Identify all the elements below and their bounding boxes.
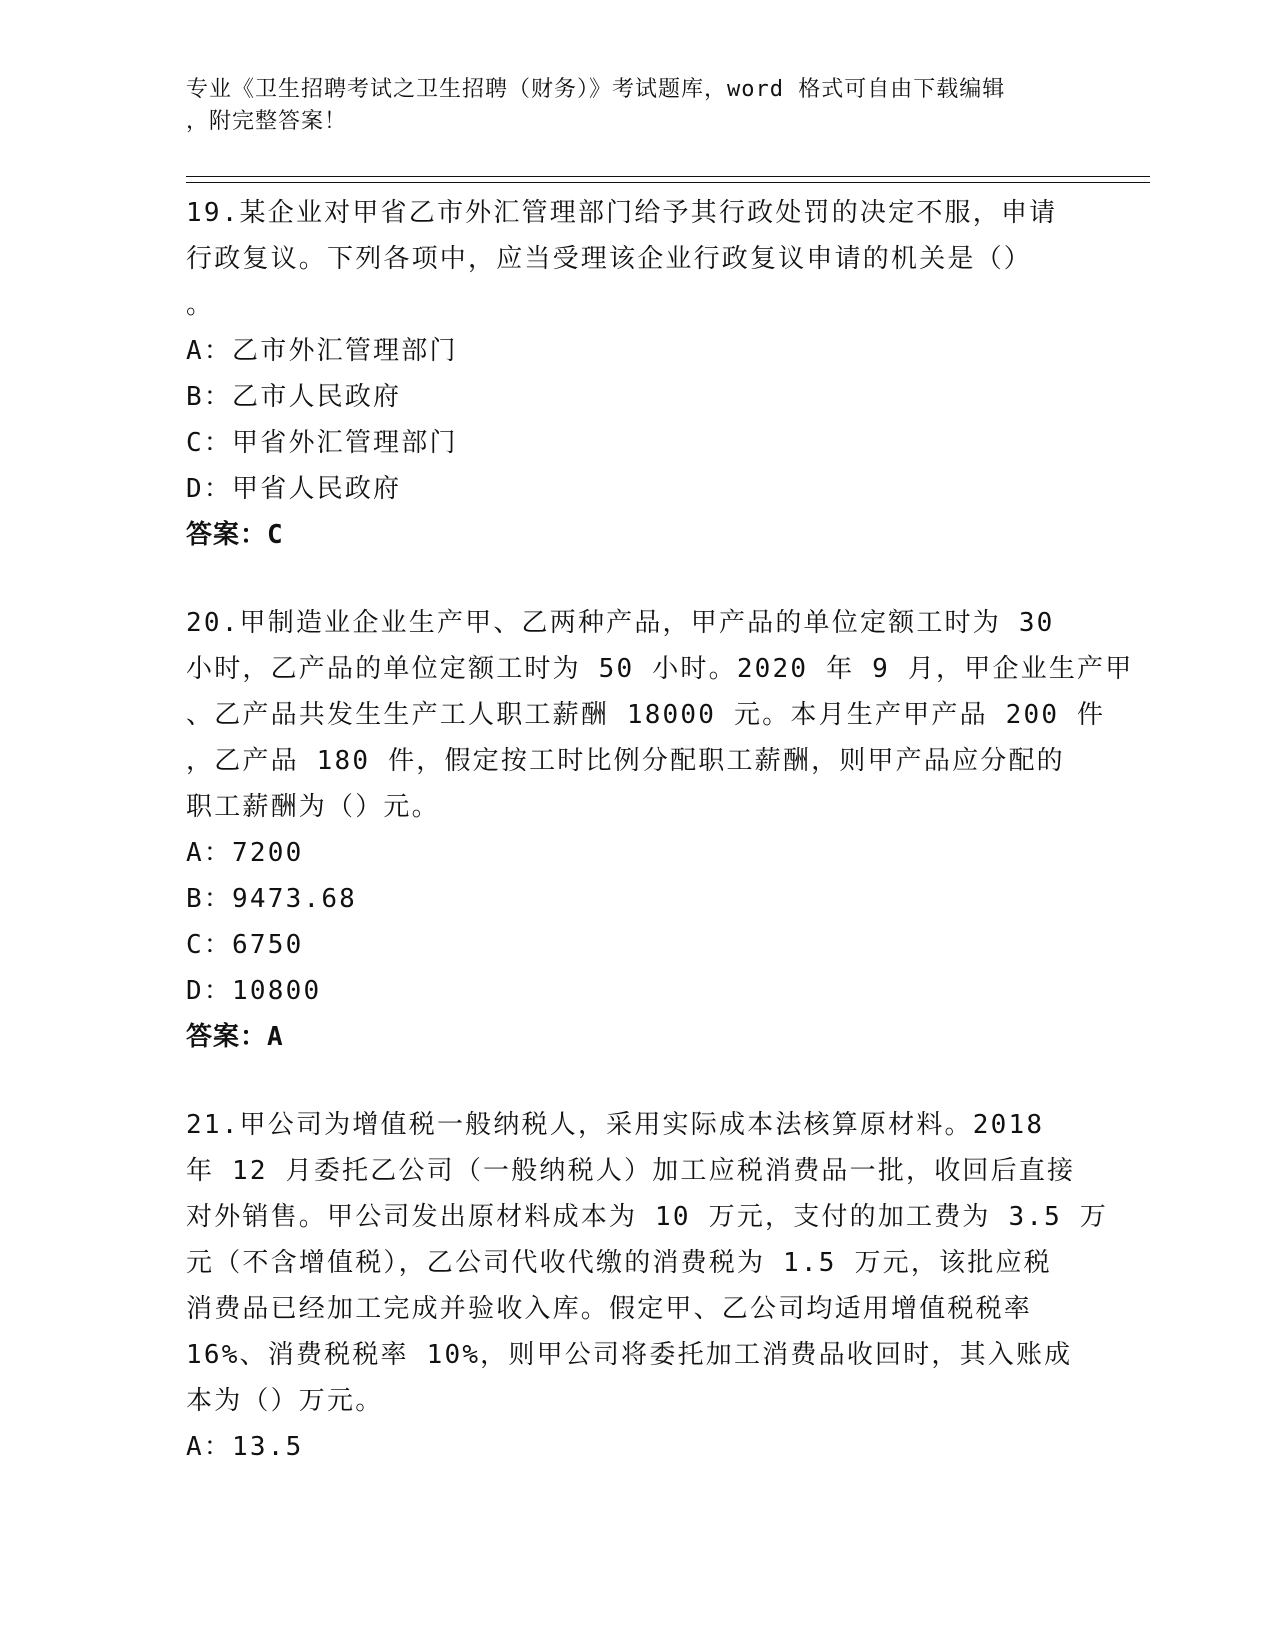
question-text-line: 19.某企业对甲省乙市外汇管理部门给予其行政处罚的决定不服，申请 (186, 198, 1058, 228)
question-text-line: 21.甲公司为增值税一般纳税人，采用实际成本法核算原材料。2018 (186, 1110, 1045, 1140)
question-20 (186, 600, 1134, 1060)
question-text-line: 职工薪酬为（）元。 (186, 792, 440, 822)
question-text-line: 年 12 月委托乙公司（一般纳税人）加工应税消费品一批，收回后直接 (186, 1156, 1076, 1186)
question-text-line: 。 (186, 290, 215, 320)
answer-label: 答案：C (186, 520, 284, 550)
question-text-line: 对外销售。甲公司发出原材料成本为 10 万元，支付的加工费为 3.5 万 (186, 1202, 1109, 1232)
question-text-line: 元（不含增值税），乙公司代收代缴的消费税为 1.5 万元，该批应税 (186, 1248, 1052, 1278)
header-rule-bottom (186, 182, 1150, 183)
option-b: B：9473.68 (186, 884, 358, 914)
option-d: D：甲省人民政府 (186, 474, 402, 504)
option-d: D：10800 (186, 976, 322, 1006)
question-text-line: 20.甲制造业企业生产甲、乙两种产品，甲产品的单位定额工时为 30 (186, 608, 1055, 638)
option-a: A：乙市外汇管理部门 (186, 336, 458, 366)
question-21 (186, 1102, 1109, 1470)
question-text-line: 16%、消费税税率 10%，则甲公司将委托加工消费品收回时，其入账成 (186, 1340, 1073, 1370)
question-text-line: 、乙产品共发生生产工人职工薪酬 18000 元。本月生产甲产品 200 件 (186, 700, 1106, 730)
option-a: A：13.5 (186, 1432, 304, 1462)
option-c: C：6750 (186, 930, 304, 960)
header-rule-top (186, 176, 1150, 177)
question-19 (186, 190, 1106, 558)
question-text-line: 本为（）万元。 (186, 1386, 384, 1416)
question-text-line: 行政复议。下列各项中，应当受理该企业行政复议申请的机关是（） (186, 244, 1033, 274)
question-text-line: 消费品已经加工完成并验收入库。假定甲、乙公司均适用增值税税率 (186, 1294, 1033, 1324)
question-text-line: ，乙产品 180 件，假定按工时比例分配职工薪酬，则甲产品应分配的 (186, 746, 1065, 776)
option-b: B：乙市人民政府 (186, 382, 402, 412)
question-text-line: 小时，乙产品的单位定额工时为 50 小时。2020 年 9 月，甲企业生产甲 (186, 654, 1134, 684)
header-line-2: ，附完整答案！ (186, 109, 348, 134)
answer-label: 答案：A (186, 1022, 284, 1052)
option-a: A：7200 (186, 838, 304, 868)
document-header (186, 74, 1086, 138)
header-line-1: 专业《卫生招聘考试之卫生招聘（财务）》考试题库，word 格式可自由下载编辑 (186, 77, 1006, 102)
option-c: C：甲省外汇管理部门 (186, 428, 458, 458)
